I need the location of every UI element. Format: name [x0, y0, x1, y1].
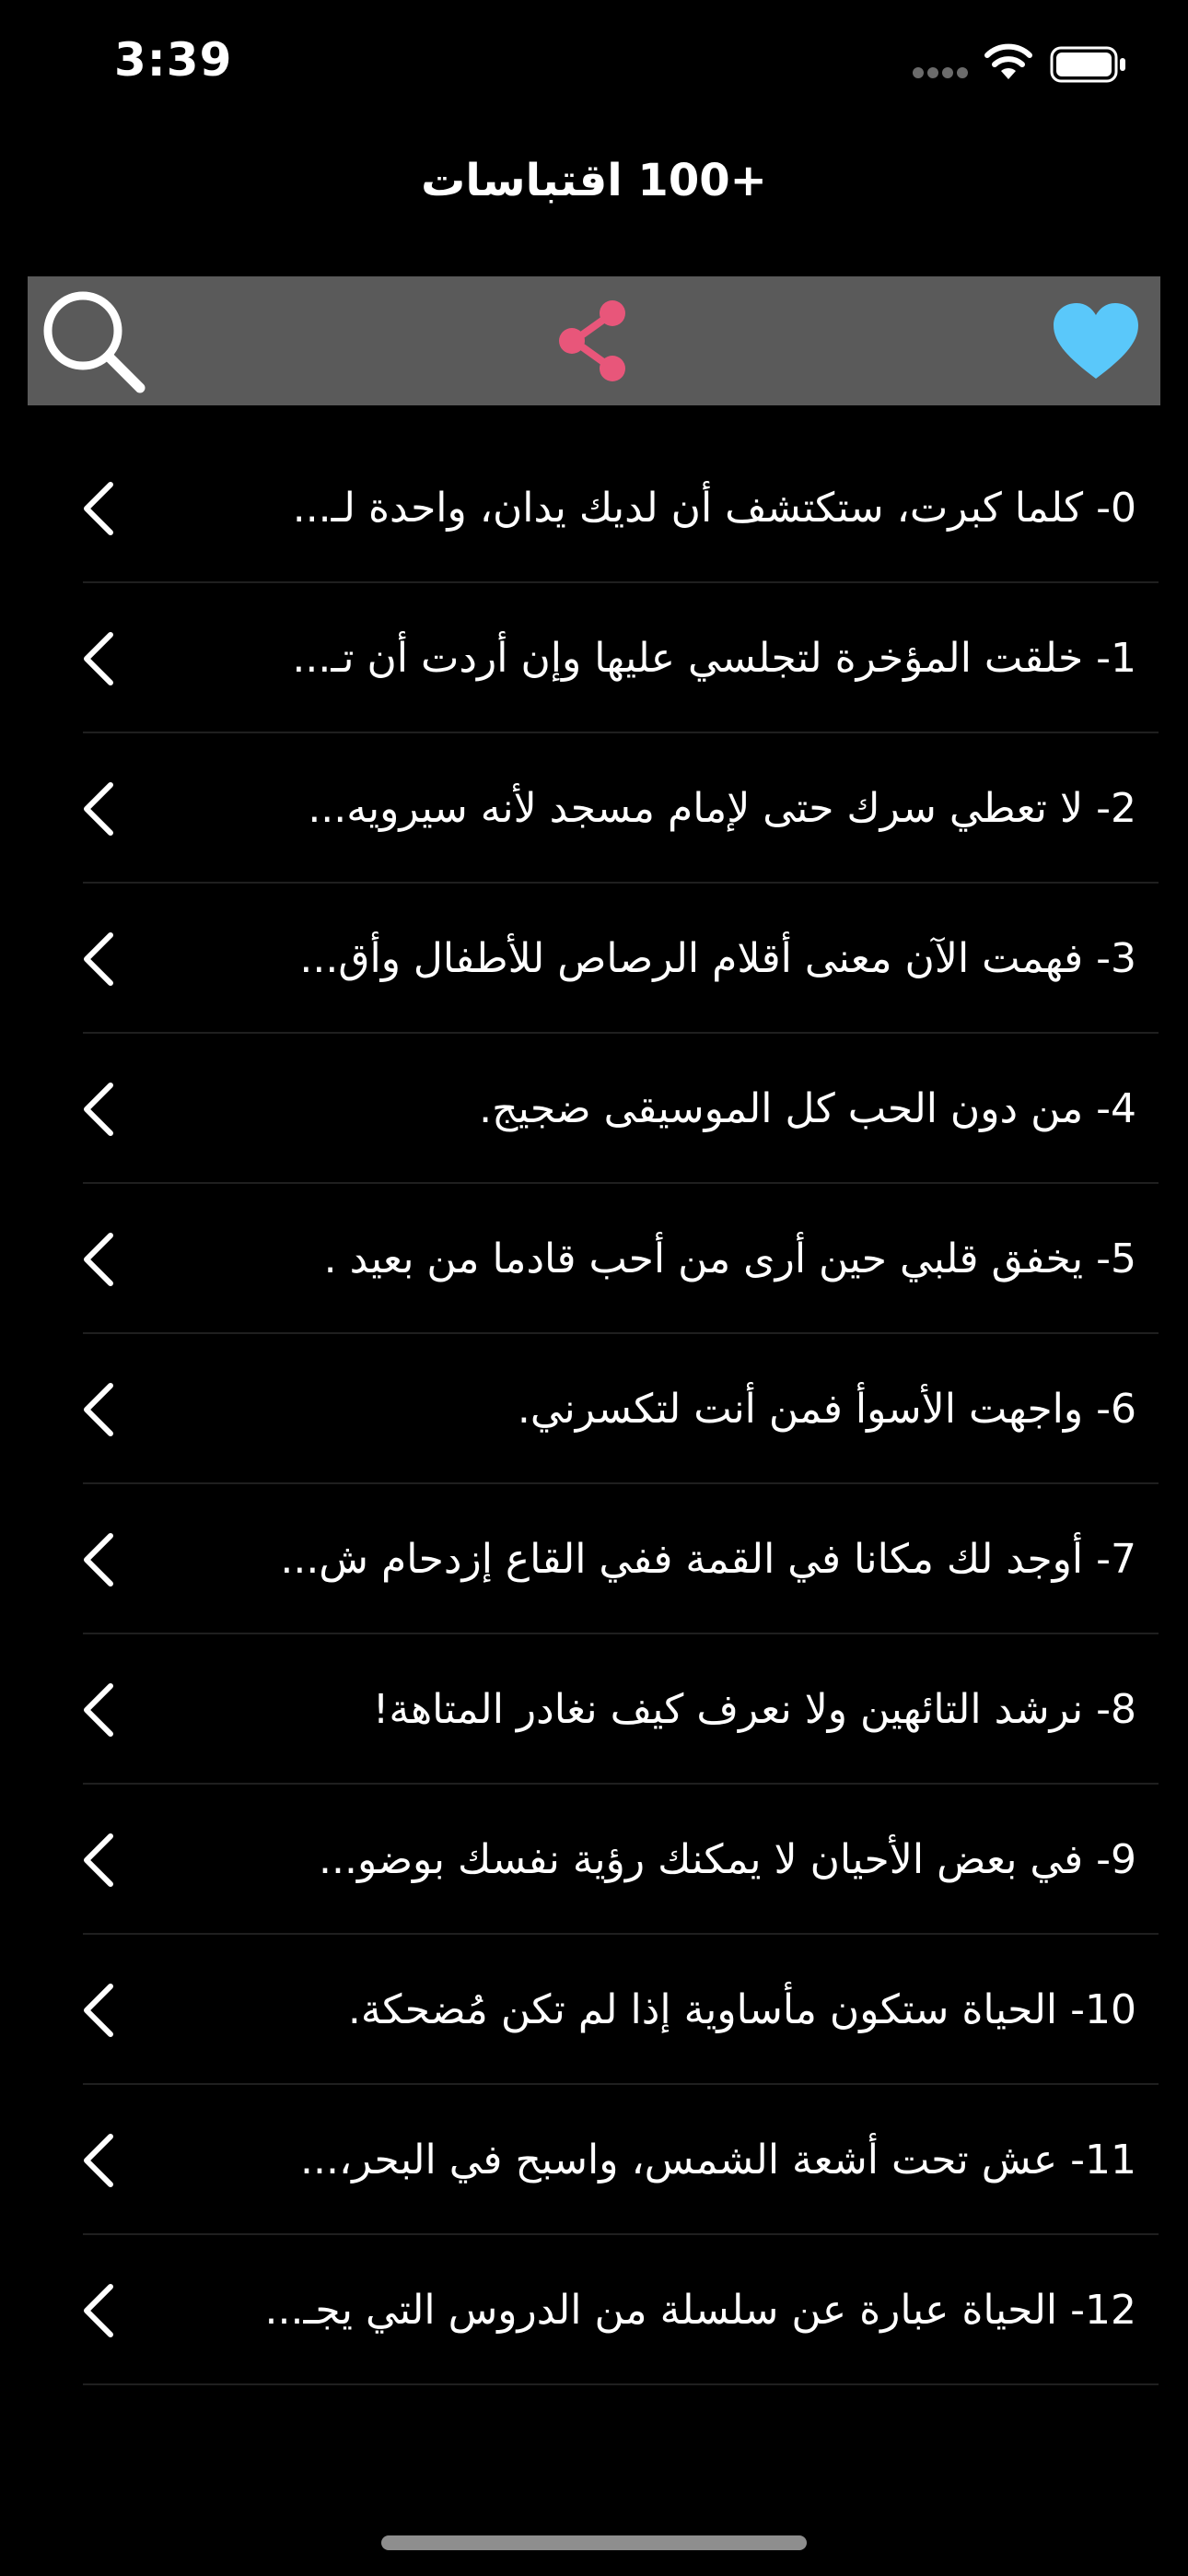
- quote-label: 9- في بعض الأحيان لا يمكنك رؤية نفسك بوضو...: [319, 1836, 1136, 1883]
- quote-label: 3- فهمت الآن معنى أقلام الرصاص للأطفال وأق...: [299, 935, 1136, 982]
- quote-label: 11- عش تحت أشعة الشمس، واسبح في البحر،...: [300, 2137, 1136, 2184]
- share-icon: [555, 299, 633, 383]
- quote-label: 2- لا تعطي سرك حتى لإمام مسجد لأنه سيرويه...: [308, 785, 1136, 832]
- quote-label: 5- يخفق قلبي حين أرى من أحب قادما من بعيد .: [323, 1235, 1136, 1282]
- chevron-left-icon: [76, 1530, 131, 1589]
- quote-label: 10- الحياة ستكون مأساوية إذا لم تكن مُضحكة.: [347, 1986, 1136, 2033]
- list-item[interactable]: [83, 2235, 1159, 2385]
- quote-label: 12- الحياة عبارة عن سلسلة من الدروس التي يجـ...: [264, 2287, 1136, 2334]
- status-time: 3:39: [114, 33, 233, 87]
- quote-label: 0- كلما كبرت، ستكتشف أن لديك يدان، واحدة لـ...: [292, 485, 1136, 532]
- chevron-left-icon: [76, 1080, 131, 1139]
- divider: [83, 2383, 1159, 2385]
- chevron-left-icon: [76, 930, 131, 989]
- chevron-left-icon: [76, 629, 131, 688]
- chevron-left-icon: [76, 479, 131, 538]
- list-item[interactable]: [83, 1785, 1159, 1935]
- heart-icon: [1052, 301, 1140, 381]
- quote-list[interactable]: [0, 433, 1188, 2451]
- battery-icon: [1050, 46, 1127, 83]
- cellular-signal-icon: [912, 66, 969, 79]
- chevron-left-icon: [76, 2131, 131, 2190]
- quote-label: 4- من دون الحب كل الموسيقى ضجيج.: [479, 1085, 1136, 1132]
- list-item[interactable]: [83, 733, 1159, 884]
- status-bar: [0, 0, 1188, 129]
- chevron-left-icon: [76, 1831, 131, 1890]
- quote-label: 6- واجهت الأسوأ فمن أنت لتكسرني.: [517, 1386, 1136, 1433]
- share-button[interactable]: [525, 276, 663, 405]
- list-item[interactable]: [83, 1184, 1159, 1334]
- list-item[interactable]: [83, 1484, 1159, 1634]
- list-item[interactable]: [83, 1034, 1159, 1184]
- page-title: +100 اقتباسات: [421, 155, 767, 206]
- quote-label: 7- أوجد لك مكانا في القمة ففي القاع إزدحام ش...: [280, 1536, 1136, 1583]
- chevron-left-icon: [76, 779, 131, 838]
- toolbar: [28, 276, 1160, 405]
- chevron-left-icon: [76, 2281, 131, 2340]
- list-item[interactable]: [83, 884, 1159, 1034]
- list-item[interactable]: [83, 2085, 1159, 2235]
- favorites-button[interactable]: [1031, 276, 1160, 405]
- chevron-left-icon: [76, 1680, 131, 1739]
- quote-label: 8- نرشد التائهين ولا نعرف كيف نغادر المتاهة!: [372, 1686, 1136, 1733]
- list-item[interactable]: [83, 583, 1159, 733]
- list-item[interactable]: [83, 1935, 1159, 2085]
- search-button[interactable]: [33, 276, 153, 405]
- list-item[interactable]: [83, 1634, 1159, 1785]
- chevron-left-icon: [76, 1981, 131, 2040]
- list-item[interactable]: [83, 433, 1159, 583]
- chevron-left-icon: [76, 1230, 131, 1289]
- quote-label: 1- خلقت المؤخرة لتجلسي عليها وإن أردت أن تـ...: [292, 635, 1136, 682]
- chevron-left-icon: [76, 1380, 131, 1439]
- home-indicator[interactable]: [381, 2535, 807, 2550]
- search-icon: [39, 287, 147, 395]
- wifi-icon: [984, 42, 1033, 81]
- list-item[interactable]: [83, 1334, 1159, 1484]
